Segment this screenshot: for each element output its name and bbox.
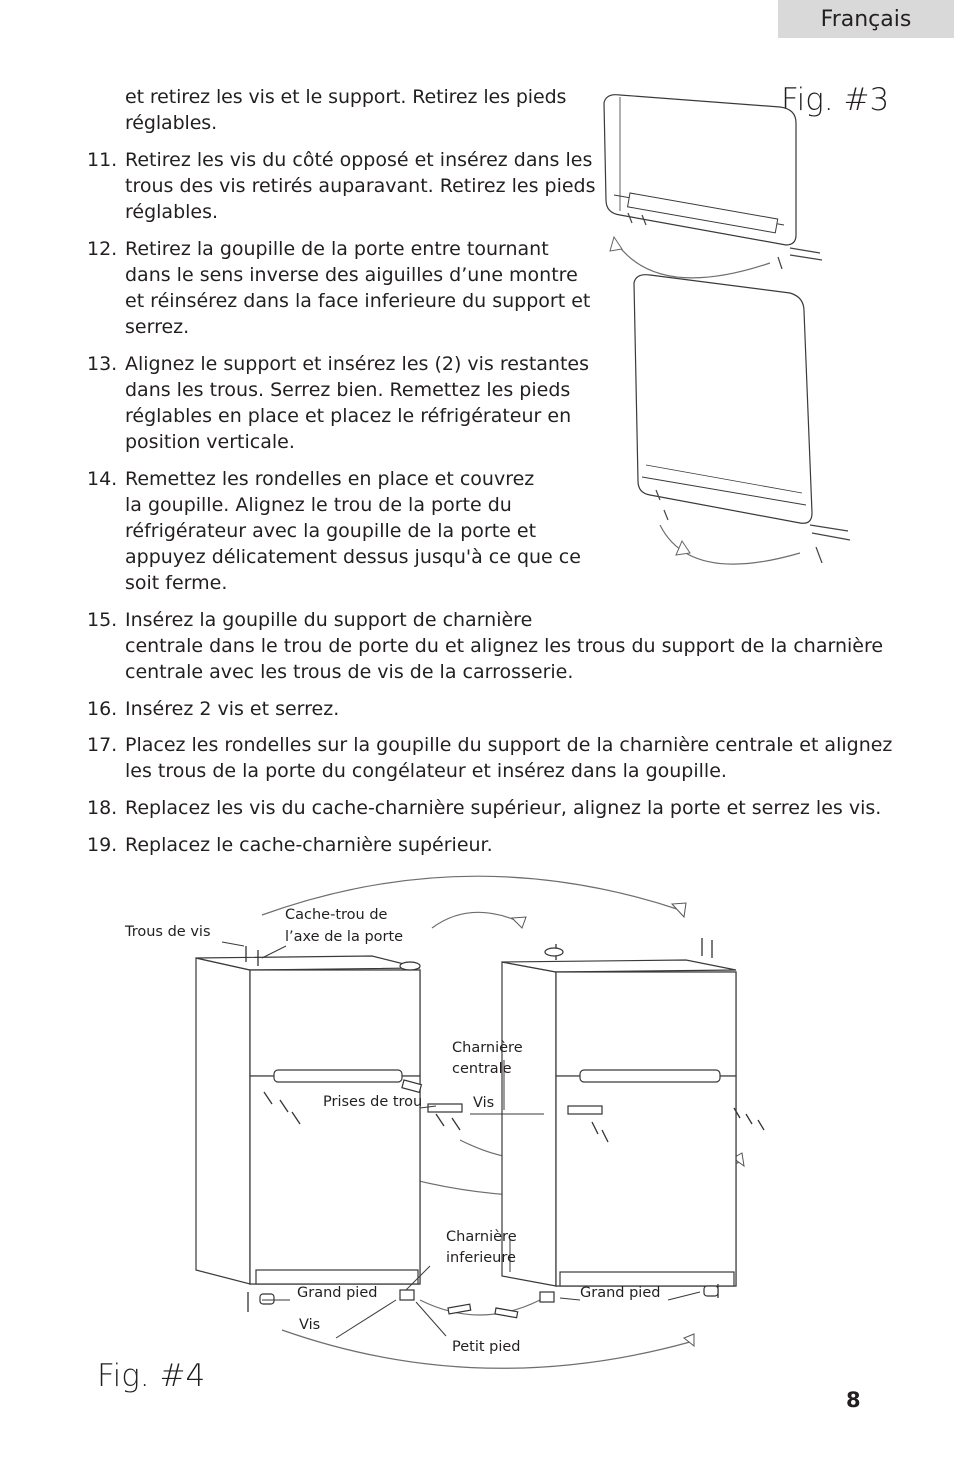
language-tab — [778, 0, 954, 38]
arc-top-small — [432, 912, 520, 928]
label-vis-bottom: Vis — [299, 1317, 321, 1333]
label-cache-trou-2: l’axe de la porte — [285, 929, 404, 945]
language-tab-label: Français — [820, 6, 912, 32]
right-refrigerator — [502, 960, 736, 1286]
arrow-head — [672, 903, 686, 917]
step-number: 16. — [87, 698, 118, 720]
text-line: centrale dans le trou de porte du et alignez les trous du support de la charnière — [125, 635, 884, 657]
label-charniere-inferieure-2: inferieure — [446, 1250, 516, 1266]
text-line: position verticale. — [125, 431, 295, 453]
label-grand-pied-left: Grand pied — [297, 1285, 378, 1301]
label-grand-pied-right: Grand pied — [580, 1285, 661, 1301]
text-line: Alignez le support et insérez les (2) vis restantes — [125, 353, 590, 375]
step-number: 13. — [87, 353, 118, 375]
label-charniere-centrale-1: Charnière — [452, 1040, 523, 1056]
text-line: centrale avec les trous de vis de la carrosserie. — [125, 661, 574, 683]
text-line: les trous de la porte du congélateur et insérez dans la goupille. — [125, 760, 727, 782]
fig3-label: Fig. #3 — [781, 82, 890, 118]
text-line: serrez. — [125, 316, 190, 338]
label-charniere-centrale-2: centrale — [452, 1061, 512, 1077]
text-line: et réinsérez dans la face inferieure du support et — [125, 290, 591, 312]
text-line: appuyez délicatement dessus jusqu'à ce que ce — [125, 546, 581, 568]
step-number: 19. — [87, 834, 118, 856]
rotate-arrow-upper — [618, 245, 770, 278]
label-vis-middle: Vis — [473, 1095, 495, 1111]
label-prises-de-trou: Prises de trou — [323, 1094, 423, 1110]
text-line: réglables en place et placez le réfrigérateur en — [125, 405, 572, 427]
text-line: Remettez les rondelles en place et couvrez — [125, 468, 535, 490]
text-line: la goupille. Alignez le trou de la porte du — [125, 494, 512, 516]
text-line: Retirez les vis du côté opposé et insérez dans les — [125, 149, 593, 171]
intro-continuation — [125, 84, 566, 136]
text-line: Replacez les vis du cache-charnière supérieur, alignez la porte et serrez les vis. — [125, 797, 882, 819]
text-line: réfrigérateur avec la goupille de la porte et — [125, 520, 537, 542]
text-line: dans le sens inverse des aiguilles d’une montre — [125, 264, 578, 286]
label-charniere-inferieure-1: Charnière — [446, 1229, 517, 1245]
text-line: Retirez la goupille de la porte entre tournant — [125, 238, 549, 260]
text-line: Placez les rondelles sur la goupille du support de la charnière centrale et alignez — [125, 734, 893, 756]
fig4-illustration — [0, 860, 954, 1400]
text-line: dans les trous. Serrez bien. Remettez les pieds — [125, 379, 571, 401]
text-line: Insérez la goupille du support de charnière — [125, 609, 533, 631]
step-number: 12. — [87, 238, 118, 260]
label-cache-trou-1: Cache-trou de — [285, 907, 388, 923]
arrow-head — [512, 917, 526, 928]
step-number: 11. — [87, 149, 118, 171]
text-line: réglables. — [125, 112, 218, 134]
arrow-head — [684, 1334, 694, 1346]
text-line: et retirez les vis et le support. Retirez les pieds — [125, 86, 567, 108]
step-number: 18. — [87, 797, 118, 819]
text-line: soit ferme. — [125, 572, 228, 594]
text-line: trous des vis retirés auparavant. Retirez les pieds — [125, 175, 596, 197]
text-line: Insérez 2 vis et serrez. — [125, 698, 340, 720]
step-number: 15. — [87, 609, 118, 631]
freezer-door — [604, 95, 796, 245]
text-line: Replacez le cache-charnière supérieur. — [125, 834, 493, 856]
left-refrigerator — [196, 956, 423, 1284]
step-number: 14. — [87, 468, 118, 490]
arc-feet — [420, 1300, 540, 1315]
fig4-label: Fig. #4 — [97, 1358, 206, 1394]
step-number: 17. — [87, 734, 118, 756]
label-petit-pied: Petit pied — [452, 1339, 521, 1355]
page-number: 8 — [846, 1388, 861, 1412]
fig3-illustration — [590, 85, 880, 605]
label-trous-de-vis: Trous de vis — [125, 924, 211, 940]
arrow-head — [610, 237, 622, 251]
text-line: réglables. — [125, 201, 219, 223]
fridge-door — [634, 275, 812, 524]
